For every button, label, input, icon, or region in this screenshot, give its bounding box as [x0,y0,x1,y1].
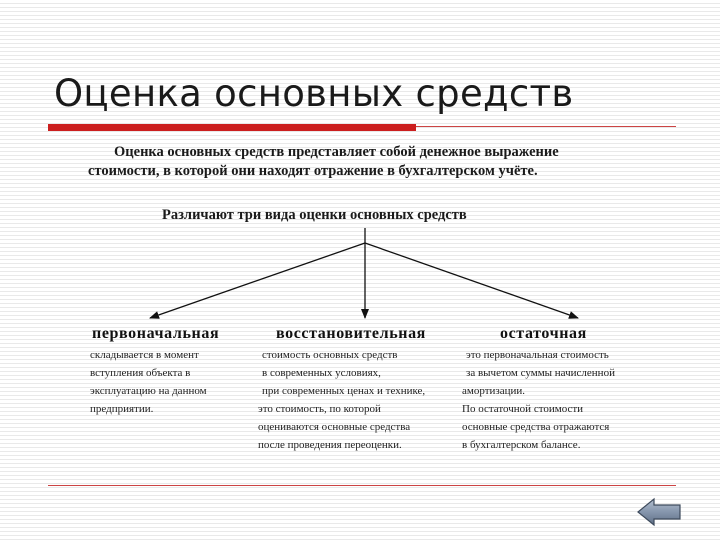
desc-line: за вычетом суммы начисленной [466,367,615,379]
intro-line-2: стоимости, в которой они находят отражение в бухгалтерском учёте. [88,163,538,179]
desc-line: По остаточной стоимости [462,403,584,415]
desc-line: при современных ценах и технике, [262,385,426,397]
heading-initial: первоначальная [92,325,220,342]
desc-line: стоимость основных средств [262,349,398,361]
desc-replacement [258,346,425,454]
desc-line: это стоимость, по которой [258,403,381,415]
desc-line: эксплуатацию на данном [90,385,207,397]
desc-line: основные средства отражаются [462,421,610,433]
intro-line-1: Оценка основных средств представляет собой денежное выражение [114,144,559,160]
heading-replacement: восстановительная [276,325,426,342]
desc-line: в современных условиях, [262,367,381,379]
desc-line: складывается в момент [90,349,199,361]
heading-residual: остаточная [500,325,587,342]
arrow-left [150,243,365,318]
desc-line: оцениваются основные средства [258,421,411,433]
footer-divider [48,485,676,486]
subtitle: Различают три вида оценки основных средств [162,207,467,223]
desc-line: это первоначальная стоимость [466,349,609,361]
desc-line: предприятии. [90,403,154,415]
desc-line: амортизации. [462,385,526,397]
page-title: Оценка основных средств [54,72,574,115]
desc-residual [462,346,615,454]
left-arrow-icon [636,497,682,527]
desc-line: в бухгалтерском балансе. [462,439,581,451]
back-button[interactable] [636,497,682,527]
desc-line: вступления объекта в [90,367,191,379]
desc-initial [90,346,207,418]
desc-line: после проведения переоценки. [258,439,402,451]
arrow-right [365,243,578,318]
